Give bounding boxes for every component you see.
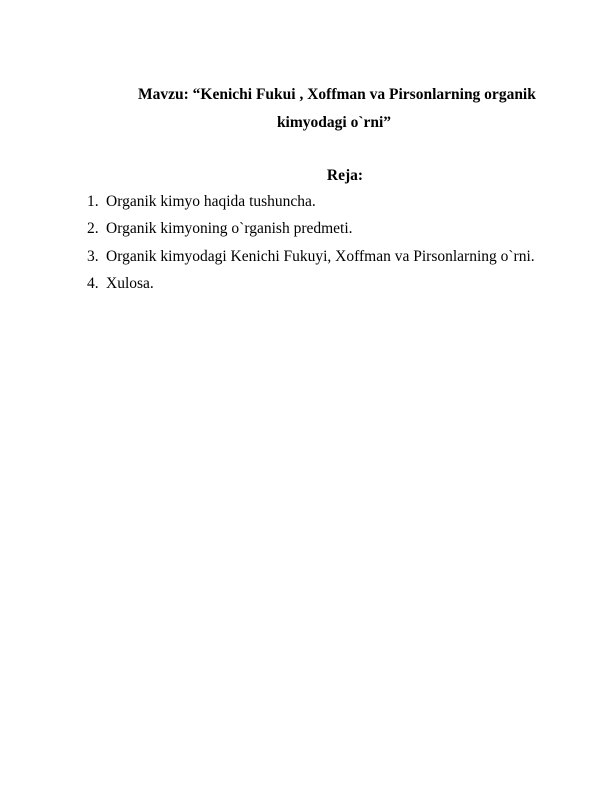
plan-item-text: Xulosa. bbox=[106, 274, 154, 292]
plan-item-number: 3. bbox=[87, 247, 99, 265]
document-title-line-2: kimyodagi o`rni” bbox=[276, 114, 392, 131]
plan-item-3 bbox=[87, 247, 535, 274]
plan-heading: Reja: bbox=[326, 167, 364, 184]
document-title-line-1: Mavzu: “Kenichi Fukui , Xoffman va Pirsonlarning organik bbox=[138, 86, 536, 103]
plan-item-number: 4. bbox=[87, 274, 99, 292]
plan-item-2 bbox=[87, 219, 535, 246]
plan-item-4 bbox=[87, 274, 535, 301]
plan-item-text: Organik kimyo haqida tushuncha. bbox=[106, 193, 316, 210]
plan-item-text: Organik kimyodagi Kenichi Fukuyi, Xoffman va Pirsonlarning o`rni. bbox=[106, 247, 535, 265]
plan-item-number: 1. bbox=[87, 193, 99, 210]
plan-list bbox=[87, 192, 535, 301]
plan-item-1 bbox=[87, 192, 535, 219]
plan-item-number: 2. bbox=[87, 220, 99, 238]
plan-item-text: Organik kimyoning o`rganish predmeti. bbox=[106, 220, 353, 238]
